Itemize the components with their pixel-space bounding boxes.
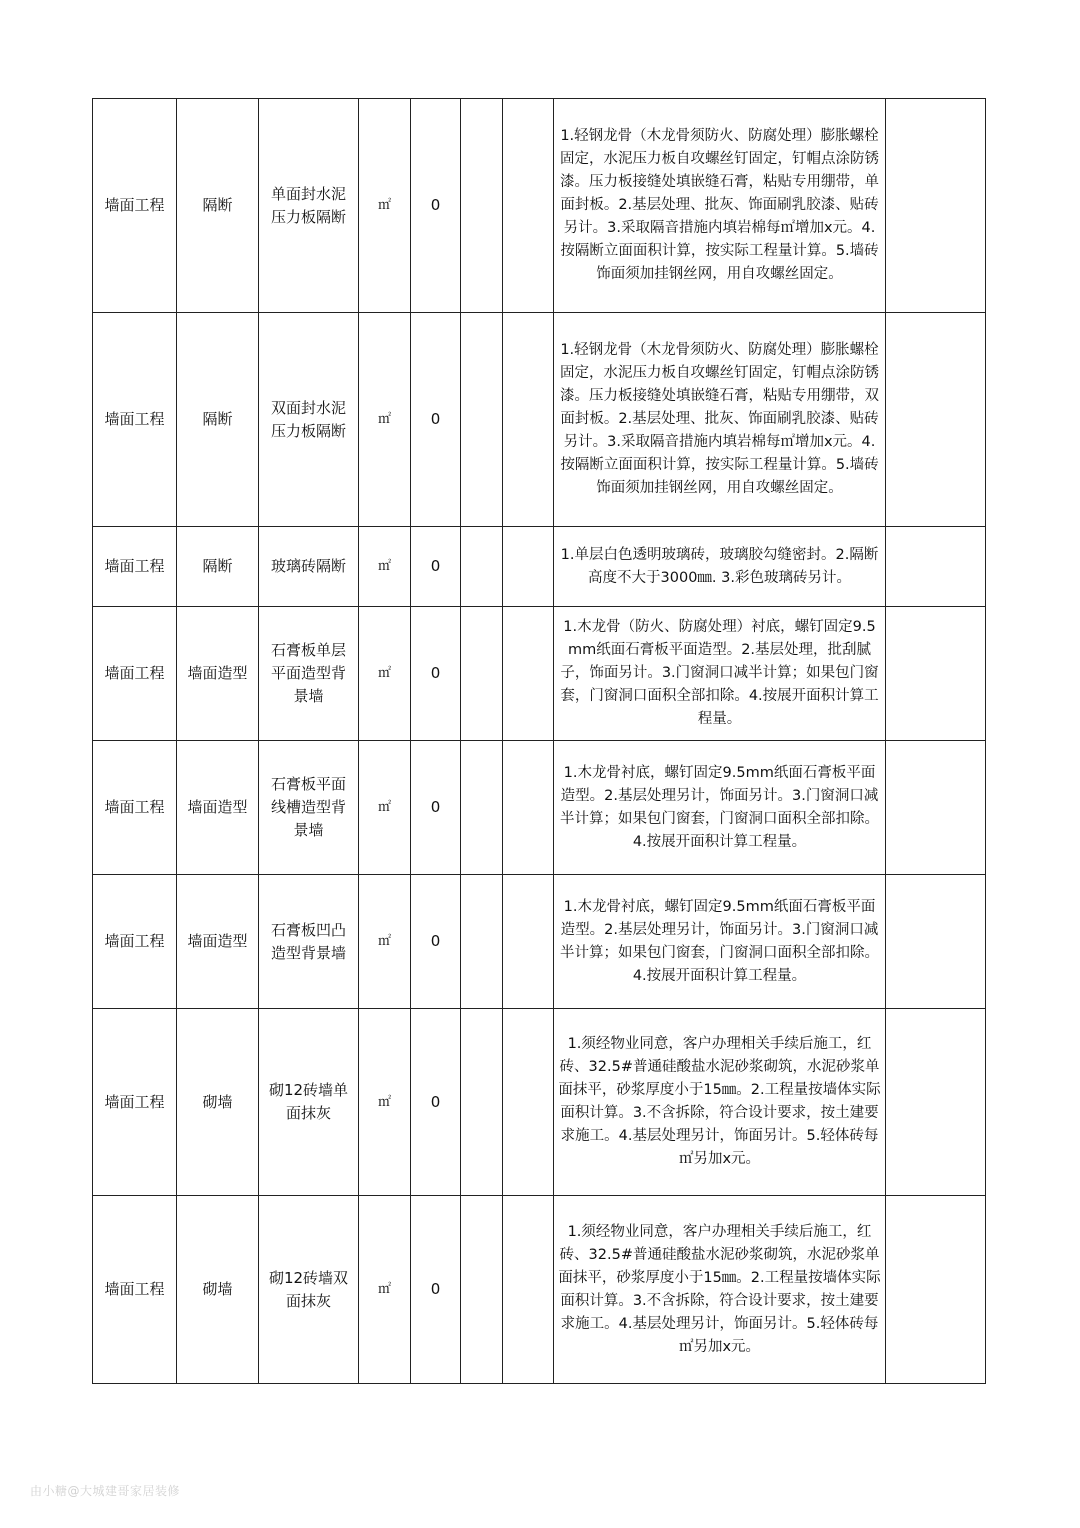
cell-unit: ㎡ [359, 741, 411, 875]
cell-amount [503, 313, 554, 527]
cell-item-name: 砌12砖墙单面抹灰 [259, 1009, 359, 1196]
cell-item-name: 双面封水泥压力板隔断 [259, 313, 359, 527]
cell-category: 墙面工程 [93, 1196, 177, 1384]
cell-quantity: 0 [411, 1196, 461, 1384]
cell-quantity: 0 [411, 875, 461, 1009]
quotation-sheet [92, 98, 986, 1384]
cell-unit: ㎡ [359, 1196, 411, 1384]
cell-subcategory: 隔断 [177, 313, 259, 527]
cell-category: 墙面工程 [93, 607, 177, 741]
cell-quantity: 0 [411, 1009, 461, 1196]
cell-amount [503, 875, 554, 1009]
cell-unit: ㎡ [359, 875, 411, 1009]
cell-remark [886, 607, 986, 741]
cell-remark [886, 313, 986, 527]
cell-description: 1.轻钢龙骨（木龙骨须防火、防腐处理）膨胀螺栓固定，水泥压力板自攻螺丝钉固定，钉帽点涂防锈漆。压力板接缝处填嵌缝石膏，粘贴专用绷带，单面封板。2.基层处理、批灰、饰面刷乳胶漆、贴砖另计。3.采取隔音措施内填岩棉每㎡增加x元。4.按隔断立面面积计算，按实际工程量计算。5.墙砖饰面须加挂钢丝网，用自攻螺丝固定。 [554, 99, 886, 313]
cell-category: 墙面工程 [93, 875, 177, 1009]
cell-subcategory: 隔断 [177, 99, 259, 313]
cell-quantity: 0 [411, 741, 461, 875]
cell-remark [886, 875, 986, 1009]
cell-unit: ㎡ [359, 313, 411, 527]
cell-subcategory: 砌墙 [177, 1009, 259, 1196]
quotation-table [92, 98, 986, 1384]
cell-amount [503, 1196, 554, 1384]
cell-category: 墙面工程 [93, 99, 177, 313]
cell-remark [886, 1009, 986, 1196]
table-row [93, 1009, 986, 1196]
cell-amount [503, 741, 554, 875]
cell-unit: ㎡ [359, 527, 411, 607]
cell-item-name: 石膏板单层平面造型背景墙 [259, 607, 359, 741]
cell-remark [886, 741, 986, 875]
cell-amount [503, 99, 554, 313]
table-row [93, 607, 986, 741]
cell-description: 1.须经物业同意，客户办理相关手续后施工，红砖、32.5#普通硅酸盐水泥砂浆砌筑，水泥砂浆单面抹平，砂浆厚度小于15㎜。2.工程量按墙体实际面积计算。3.不含拆除，符合设计要求，按土建要求施工。4.基层处理另计，饰面另计。5.轻体砖每㎡另加x元。 [554, 1009, 886, 1196]
table-row [93, 741, 986, 875]
cell-subcategory: 墙面造型 [177, 741, 259, 875]
cell-item-name: 单面封水泥压力板隔断 [259, 99, 359, 313]
cell-quantity: 0 [411, 313, 461, 527]
cell-unit-price [461, 1009, 503, 1196]
cell-item-name: 石膏板平面线槽造型背景墙 [259, 741, 359, 875]
cell-remark [886, 1196, 986, 1384]
cell-item-name: 玻璃砖隔断 [259, 527, 359, 607]
cell-unit-price [461, 875, 503, 1009]
cell-description: 1.轻钢龙骨（木龙骨须防火、防腐处理）膨胀螺栓固定，水泥压力板自攻螺丝钉固定，钉帽点涂防锈漆。压力板接缝处填嵌缝石膏，粘贴专用绷带，双面封板。2.基层处理、批灰、饰面刷乳胶漆、贴砖另计。3.采取隔音措施内填岩棉每㎡增加x元。4.按隔断立面面积计算，按实际工程量计算。5.墙砖饰面须加挂钢丝网，用自攻螺丝固定。 [554, 313, 886, 527]
table-row [93, 1196, 986, 1384]
cell-description: 1.须经物业同意，客户办理相关手续后施工，红砖、32.5#普通硅酸盐水泥砂浆砌筑，水泥砂浆单面抹平，砂浆厚度小于15㎜。2.工程量按墙体实际面积计算。3.不含拆除，符合设计要求，按土建要求施工。4.基层处理另计，饰面另计。5.轻体砖每㎡另加x元。 [554, 1196, 886, 1384]
cell-item-name: 砌12砖墙双面抹灰 [259, 1196, 359, 1384]
cell-unit-price [461, 607, 503, 741]
cell-category: 墙面工程 [93, 313, 177, 527]
watermark: 由小糖@大城建哥家居装修 [30, 1484, 181, 1498]
cell-unit-price [461, 313, 503, 527]
table-row [93, 527, 986, 607]
cell-remark [886, 527, 986, 607]
cell-category: 墙面工程 [93, 741, 177, 875]
table-row [93, 313, 986, 527]
cell-subcategory: 砌墙 [177, 1196, 259, 1384]
cell-subcategory: 墙面造型 [177, 875, 259, 1009]
cell-amount [503, 527, 554, 607]
cell-amount [503, 607, 554, 741]
cell-quantity: 0 [411, 527, 461, 607]
cell-description: 1.木龙骨衬底，螺钉固定9.5mm纸面石膏板平面造型。2.基层处理另计，饰面另计。3.门窗洞口减半计算；如果包门窗套，门窗洞口面积全部扣除。4.按展开面积计算工程量。 [554, 741, 886, 875]
cell-amount [503, 1009, 554, 1196]
cell-description: 1.木龙骨衬底，螺钉固定9.5mm纸面石膏板平面造型。2.基层处理另计，饰面另计。3.门窗洞口减半计算；如果包门窗套，门窗洞口面积全部扣除。4.按展开面积计算工程量。 [554, 875, 886, 1009]
cell-subcategory: 墙面造型 [177, 607, 259, 741]
cell-unit-price [461, 527, 503, 607]
cell-unit-price [461, 99, 503, 313]
cell-quantity: 0 [411, 607, 461, 741]
table-row [93, 99, 986, 313]
cell-category: 墙面工程 [93, 1009, 177, 1196]
cell-unit: ㎡ [359, 607, 411, 741]
cell-category: 墙面工程 [93, 527, 177, 607]
cell-unit: ㎡ [359, 1009, 411, 1196]
cell-item-name: 石膏板凹凸造型背景墙 [259, 875, 359, 1009]
table-row [93, 875, 986, 1009]
cell-description: 1.单层白色透明玻璃砖，玻璃胶勾缝密封。2.隔断高度不大于3000㎜. 3.彩色玻璃砖另计。 [554, 527, 886, 607]
cell-unit-price [461, 1196, 503, 1384]
cell-description: 1.木龙骨（防火、防腐处理）衬底，螺钉固定9.5mm纸面石膏板平面造型。2.基层处理，批刮腻子，饰面另计。3.门窗洞口减半计算；如果包门窗套，门窗洞口面积全部扣除。4.按展开面积计算工程量。 [554, 607, 886, 741]
cell-quantity: 0 [411, 99, 461, 313]
cell-subcategory: 隔断 [177, 527, 259, 607]
cell-remark [886, 99, 986, 313]
cell-unit-price [461, 741, 503, 875]
cell-unit: ㎡ [359, 99, 411, 313]
